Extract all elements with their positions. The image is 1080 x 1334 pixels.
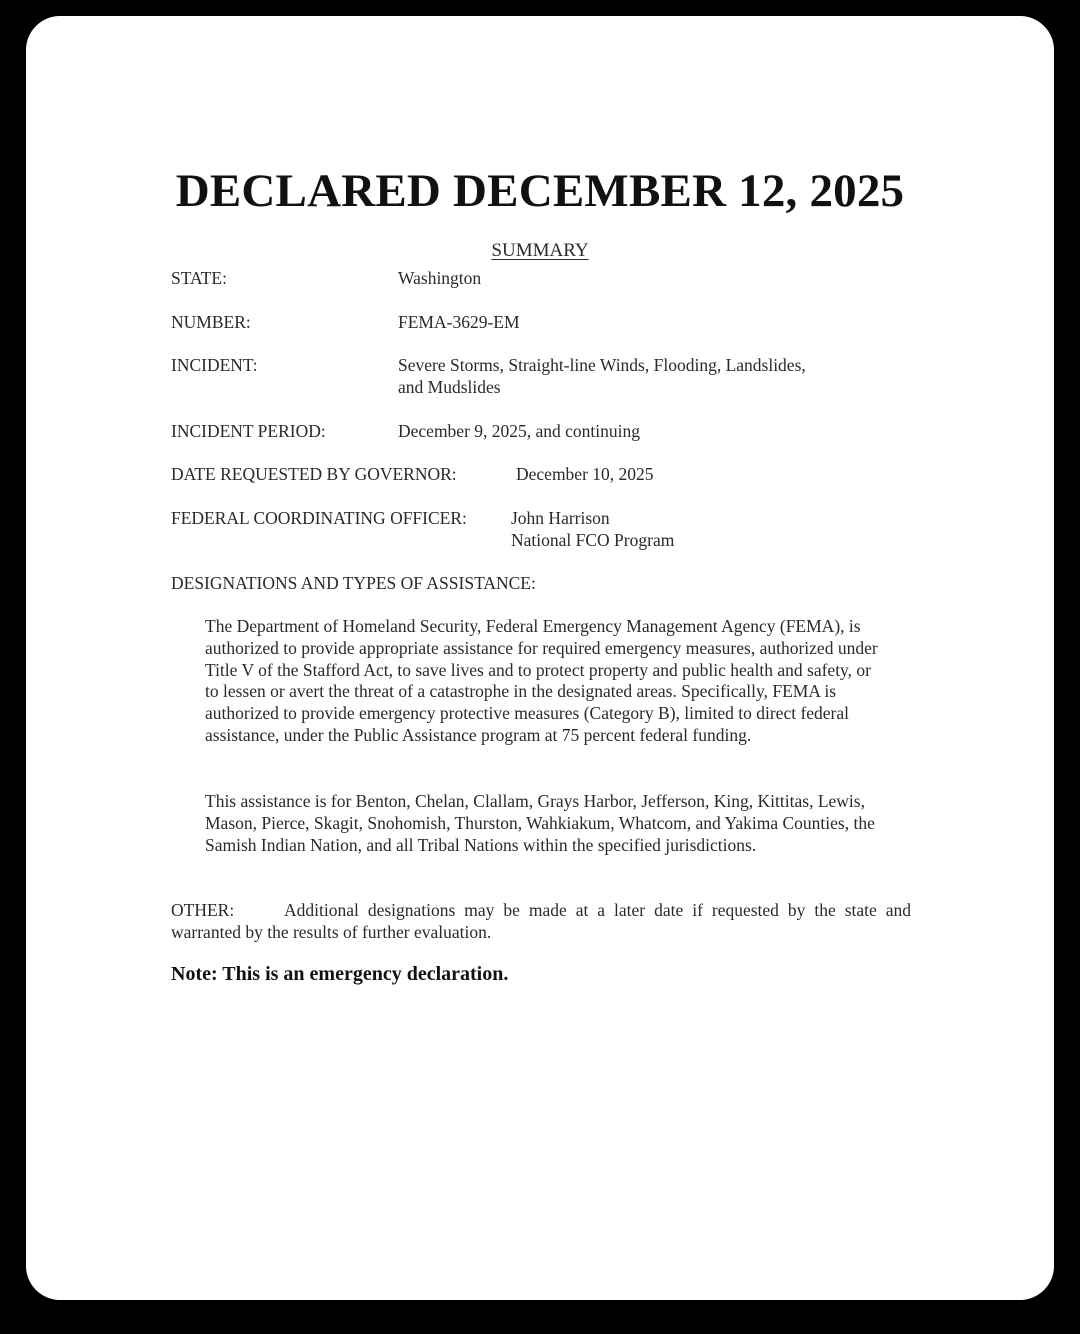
state-value: Washington	[398, 268, 482, 288]
other-label: OTHER:	[171, 900, 235, 920]
emergency-note: Note: This is an emergency declaration.	[171, 963, 509, 985]
fco-name: John Harrison	[511, 508, 610, 528]
state-label: STATE:	[171, 268, 227, 288]
incident-period-value: December 9, 2025, and continuing	[398, 421, 641, 441]
fco-program: National FCO Program	[511, 530, 675, 550]
summary-heading: SUMMARY	[491, 240, 589, 261]
incident-value-line2: and Mudslides	[398, 377, 501, 397]
incident-period-label: INCIDENT PERIOD:	[171, 421, 326, 441]
assistance-paragraph: The Department of Homeland Security, Federal Emergency Management Agency (FEMA), is authorized to provide appropriate assistance for required emergency measures, authorized under Title V of the Stafford Act, to save lives and to protect property and public health and safety, or to lessen or avert the threat of a catastrophe in the designated areas. Specifically, FEMA is authorized to provide emergency protective measures (Category B), limited to direct federal assistance, under the Public Assistance program at 75 percent federal funding.	[205, 616, 878, 745]
date-requested-value: December 10, 2025	[516, 464, 654, 484]
incident-label: INCIDENT:	[171, 355, 258, 375]
date-requested-label: DATE REQUESTED BY GOVERNOR:	[171, 464, 457, 484]
counties-paragraph: This assistance is for Benton, Chelan, Clallam, Grays Harbor, Jefferson, King, Kittitas, Lewis, Mason, Pierce, Skagit, Snohomish, Thurston, Wahkiakum, Whatcom, and Yakima Counties, the Samish Indian Nation, and all Tribal Nations within the specified jurisdictions.	[205, 791, 875, 855]
document-title: DECLARED DECEMBER 12, 2025	[175, 165, 905, 217]
fco-label: FEDERAL COORDINATING OFFICER:	[171, 508, 467, 528]
other-section	[171, 899, 911, 943]
other-text: Additional designations may be made at a later date if requested by the state and warranted by the results of further evaluation.	[171, 900, 911, 942]
number-label: NUMBER:	[171, 312, 251, 332]
document-page	[26, 16, 1054, 1300]
number-value: FEMA-3629-EM	[398, 312, 520, 332]
incident-value-line1: Severe Storms, Straight-line Winds, Flooding, Landslides,	[398, 355, 806, 375]
designations-heading: DESIGNATIONS AND TYPES OF ASSISTANCE:	[171, 573, 536, 593]
